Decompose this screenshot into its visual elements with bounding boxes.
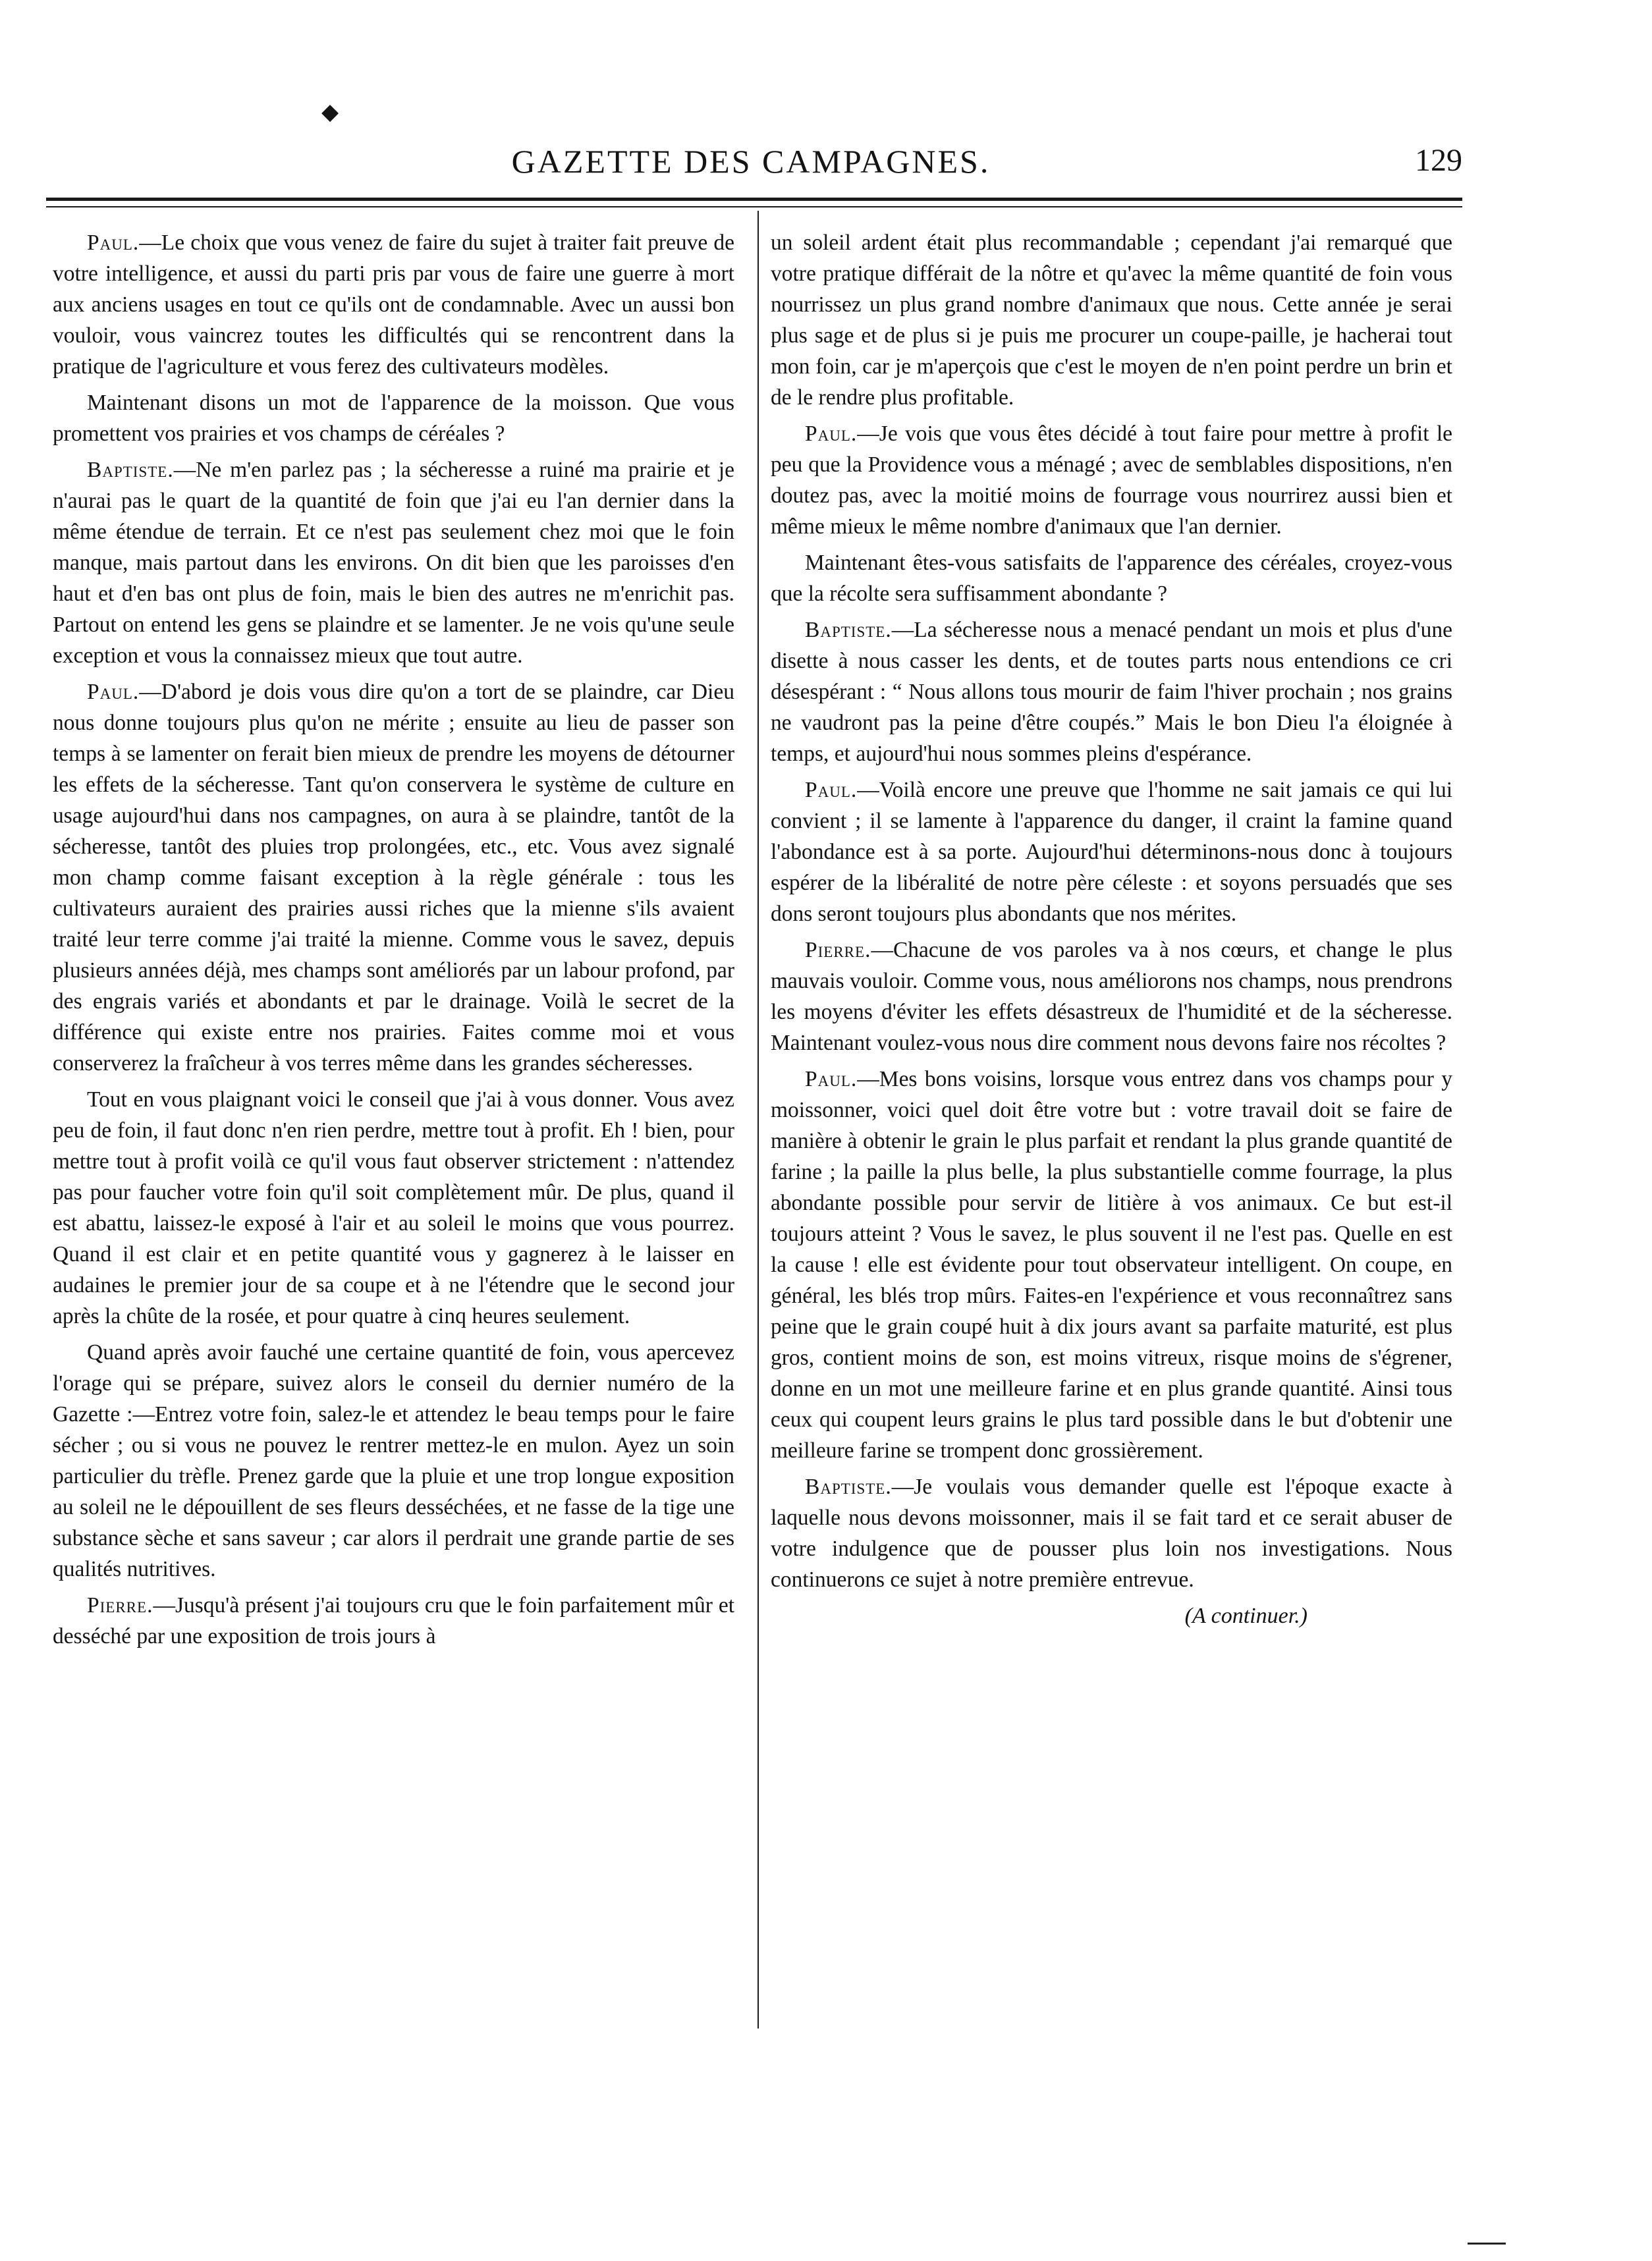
page-number: 129 (1415, 143, 1462, 178)
paragraph (771, 614, 1452, 769)
paragraph (53, 227, 734, 382)
header-rule-thin (46, 206, 1462, 207)
paragraph (771, 775, 1452, 929)
speaker-name: Baptiste. (87, 458, 174, 482)
column-divider (757, 211, 759, 2029)
paragraph (53, 454, 734, 671)
paragraph (53, 1590, 734, 1652)
speaker-name: Paul. (87, 680, 140, 704)
paragraph (771, 935, 1452, 1058)
paragraph-text: —La sécheresse nous a menacé pendant un mois et plus d'une disette à nous casser les dents, et de toutes parts nous entendions ce cri désespérant : “ Nous allons tous mourir de faim l'hiver prochain ; nos grains ne vaudront pas la peine d'être coupés.” Mais le bon Dieu l'a éloignée à temps, et aujourd'hui nous sommes pleins d'espérance. (771, 618, 1452, 766)
paragraph-text: —Le choix que vous venez de faire du sujet à traiter fait preuve de votre intelligence, et aussi du parti pris par vous de faire une guerre à mort aux anciens usages en tout ce qu'ils ont de condamnable. Avec un aussi bon vouloir, vous vaincrez toutes les difficultés qui se rencontrent dans la pratique de l'agriculture et vous ferez des cultivateurs modèles. (53, 231, 734, 379)
paragraph-text: —Je voulais vous demander quelle est l'époque exacte à laquelle nous devons moissonner, mais il se fait tard et ce serait abuser de votre indulgence que de pousser plus loin nos investigations. Nous continuerons ce sujet à notre première entrevue. (771, 1475, 1452, 1592)
paragraph (53, 676, 734, 1079)
paragraph-text: —Voilà encore une preuve que l'homme ne sait jamais ce qui lui convient ; il se lamente à l'apparence du danger, il craint la famine quand l'abondance est à sa porte. Aujourd'hui déterminons-nous donc à toujours espérer de la libéralité de notre père céleste : et soyons persuadés que ses dons seront toujours plus abondants que nos mérites. (771, 778, 1452, 926)
paragraph-text: —Ne m'en parlez pas ; la sécheresse a ruiné ma prairie et je n'aurai pas le quart de la quantité de foin que j'ai eu l'an dernier dans la même étendue de terrain. Et ce n'est pas seulement chez moi que le foin manque, mais partout dans les environs. On dit bien que les paroisses d'en haut et d'en bas ont plus de foin, mais le bien des autres ne m'enrichit pas. Partout on entend les gens se plaindre et se lamenter. Je ne vois qu'une seule exception et vous la connaissez mieux que tout autre. (53, 458, 734, 668)
paragraph (771, 1471, 1452, 1595)
paragraph (53, 387, 734, 449)
paragraph (53, 1337, 734, 1585)
paragraph-text: —Mes bons voisins, lorsque vous entrez dans vos champs pour y moissonner, voici quel doit être votre but : votre travail doit se faire de manière à obtenir le grain le plus parfait et rendant la plus grande quantité de farine ; la paille la plus belle, la plus substantielle comme fourrage, la plus abondante possible pour servir de litière à vos animaux. Ce but est-il toujours atteint ? Vous le savez, le plus souvent il ne l'est pas. Quelle en est la cause ! elle est évidente pour tout observateur intelligent. On coupe, en général, les blés trop mûrs. Faites-en l'expérience et vous reconnaîtrez sans peine que le grain coupé huit à dix jours avant sa parfaite maturité, est plus gros, contient moins de son, est moins vitreux, risque moins de s'égrener, donne en un mot une meilleure farine et en plus grande quantité. Ainsi tous ceux qui coupent leurs grains le plus tard possible dans le but d'obtenir une meilleure farine se trompent donc grossièrement. (771, 1067, 1452, 1463)
continuation-note: (A continuer.) (1184, 1604, 1308, 1628)
page-header (46, 138, 1462, 191)
paragraph-text: Maintenant êtes-vous satisfaits de l'apparence des céréales, croyez-vous que la récolte sera suffisamment abondante ? (771, 551, 1452, 606)
speaker-name: Paul. (87, 231, 140, 255)
running-title: GAZETTE DES CAMPAGNES. (511, 143, 991, 180)
speaker-name: Pierre. (805, 938, 871, 962)
paragraph (771, 227, 1452, 413)
header-rule-thick (46, 198, 1462, 201)
bullet-mark: ◆ (321, 100, 339, 124)
speaker-name: Paul. (805, 778, 858, 802)
paragraph (771, 547, 1452, 609)
speaker-name: Baptiste. (805, 618, 892, 642)
paragraph-text: Quand après avoir fauché une certaine quantité de foin, vous apercevez l'orage qui se prépare, suivez alors le conseil du dernier numéro de la Gazette :—Entrez votre foin, salez-le et attendez le beau temps pour le faire sécher ; ou si vous ne pouvez le rentrer mettez-le en mulon. Ayez un soin particulier du trèfle. Prenez garde que la pluie et une trop longue exposition au soleil ne le dépouillent de ses fleurs desséchées, et ne fasse de la tige une substance sèche et sans saveur ; car alors il perdrait une grande partie de ses qualités nutritives. (53, 1340, 734, 1581)
paragraph-text: —Je vois que vous êtes décidé à tout faire pour mettre à profit le peu que la Providence vous a ménagé ; avec de semblables dispositions, n'en doutez pas, avec la moitié moins de fourrage vous nourrirez aussi bien et même mieux le même nombre d'animaux que l'an dernier. (771, 422, 1452, 539)
paragraph (53, 1084, 734, 1332)
paragraph-text: —Chacune de vos paroles va à nos cœurs, et change le plus mauvais vouloir. Comme vous, nous améliorons nos champs, nous prendrons les moyens d'éviter les effets désastreux de l'humidité et de la sécheresse. Maintenant voulez-vous nous dire comment nous devons faire nos récoltes ? (771, 938, 1452, 1055)
footer-rule (1468, 2243, 1506, 2245)
speaker-name: Paul. (805, 422, 858, 446)
left-column (53, 227, 734, 1657)
paragraph (771, 418, 1452, 542)
paragraph-text: —D'abord je dois vous dire qu'on a tort de se plaindre, car Dieu nous donne toujours plus qu'on ne mérite ; ensuite au lieu de passer son temps à se lamenter on ferait bien mieux de prendre les moyens de détourner les effets de la sécheresse. Tant qu'on conservera le système de culture en usage aujourd'hui dans nos campagnes, on aura à se plaindre, tantôt de la sécheresse, tantôt des pluies trop prolongées, etc., etc. Vous avez signalé mon champ comme faisant exception à la règle générale : tous les cultivateurs auraient des prairies aussi riches que la mienne s'ils avaient traité leur terre comme j'ai traité la mienne. Comme vous le savez, depuis plusieurs années déjà, mes champs sont améliorés par un labour profond, par des engrais variés et abondants et par le drainage. Voilà le secret de la différence qui existe entre nos prairies. Faites comme moi et vous conserverez la fraîcheur à vos terres même dans les grandes sécheresses. (53, 680, 734, 1076)
speaker-name: Paul. (805, 1067, 858, 1091)
paragraph-text: Tout en vous plaignant voici le conseil que j'ai à vous donner. Vous avez peu de foin, il faut donc n'en rien perdre, mettre tout à profit. Eh ! bien, pour mettre tout à profit voilà ce qu'il vous faut observer strictement : n'attendez pas pour faucher votre foin qu'il soit complètement mûr. De plus, quand il est abattu, laissez-le exposé à l'air et au soleil le moins que vous pourrez. Quand il est clair et en petite quantité vous y gagnerez à le laisser en audaines le premier jour de sa coupe et à ne l'étendre que le second jour après la chûte de la rosée, et pour quatre à cinq heures seulement. (53, 1087, 734, 1328)
paragraph (771, 1064, 1452, 1466)
speaker-name: Pierre. (87, 1593, 153, 1618)
paragraph-text: un soleil ardent était plus recommandable ; cependant j'ai remarqué que votre pratique différait de la nôtre et qu'avec la même quantité de foin vous nourrissez un plus grand nombre d'animaux que nous. Cette année je serai plus sage et de plus si je puis me procurer un coupe-paille, je hacherai tout mon foin, car je m'aperçois que c'est le moyen de n'en point perdre un brin et de le rendre plus profitable. (771, 231, 1452, 410)
paragraph-text: —Jusqu'à présent j'ai toujours cru que le foin parfaitement mûr et desséché par une exposition de trois jours à (53, 1593, 734, 1648)
right-column (771, 227, 1452, 1631)
paragraph-text: Maintenant disons un mot de l'apparence de la moisson. Que vous promettent vos prairies et vos champs de céréales ? (53, 391, 734, 446)
speaker-name: Baptiste. (805, 1475, 892, 1499)
